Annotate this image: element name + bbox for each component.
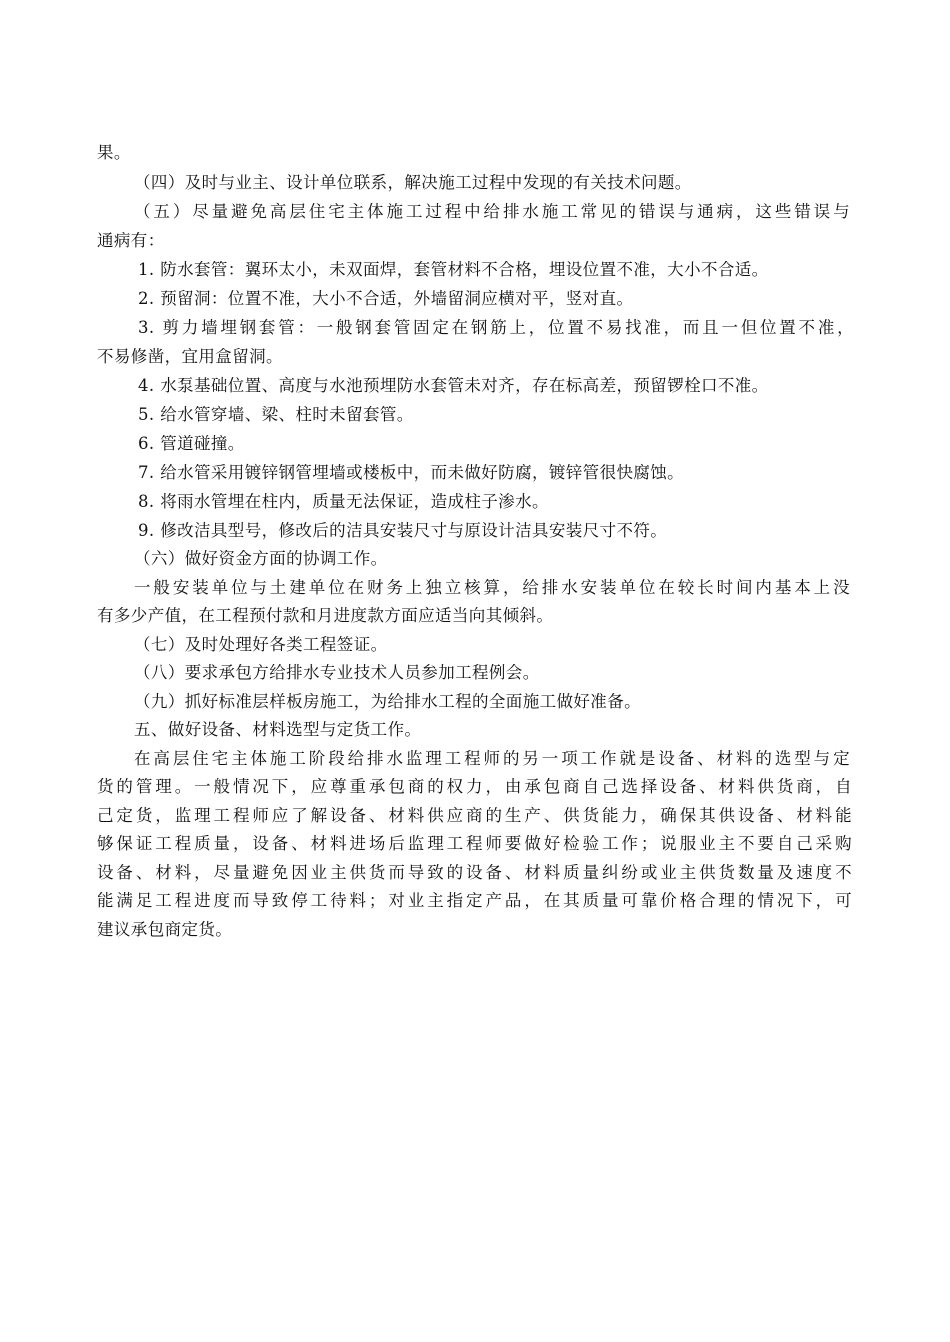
text-line: 设备、材料，尽量避免因业主供货而导致的设备、材料质量纠纷或业主供货数量及速度不 [97,863,852,882]
text-line: （八）要求承包方给排水专业技术人员参加工程例会。 [134,663,540,682]
text-line: 货的管理。一般情况下，应尊重承包商的权力，由承包商自己选择设备、材料供货商，自 [97,777,852,796]
list-item: 2. 预留洞：位置不准，大小不合适，外墙留洞应横对平，竖对直。 [138,289,634,308]
section-heading: 五、做好设备、材料选型与定货工作。 [134,720,422,739]
text-line: （五）尽量避免高层住宅主体施工过程中给排水施工常见的错误与通病，这些错误与 [134,202,850,221]
text-line: 通病有： [97,231,165,250]
text-line: 够保证工程质量，设备、材料进场后监理工程师要做好检验工作；说服业主不要自己采购 [97,834,852,853]
text-line: （六）做好资金方面的协调工作。 [134,549,388,568]
list-item: 3. 剪力墙埋钢套管：一般钢套管固定在钢筋上，位置不易找准，而且一但位置不准， [138,318,854,337]
list-item: 8. 将雨水管埋在柱内，质量无法保证，造成柱子渗水。 [138,492,549,511]
text-line: （七）及时处理好各类工程签证。 [134,635,388,654]
text-line: 己定货，监理工程师应了解设备、材料供应商的生产、供货能力，确保其供设备、材料能 [97,806,852,825]
list-item: 9. 修改洁具型号，修改后的洁具安装尺寸与原设计洁具安装尺寸不符。 [138,521,668,540]
text-line: 建议承包商定货。 [97,920,233,939]
text-line: 有多少产值，在工程预付款和月进度款方面应适当向其倾斜。 [97,606,554,625]
text-line: 一般安装单位与土建单位在财务上独立核算，给排水安装单位在较长时间内基本上没 [134,578,850,597]
list-item: 4. 水泵基础位置、高度与水池预埋防水套管未对齐，存在标高差，预留锣栓口不准。 [138,376,769,395]
list-item: 5. 给水管穿墙、梁、柱时未留套管。 [138,405,414,424]
text-line: 果。 [97,143,131,162]
text-line: （九）抓好标准层样板房施工，为给排水工程的全面施工做好准备。 [134,692,641,711]
text-line: 能满足工程进度而导致停工待料；对业主指定产品，在其质量可靠价格合理的情况下，可 [97,891,852,910]
list-item: 1. 防水套管：翼环太小，未双面焊，套管材料不合格，埋设位置不准，大小不合适。 [138,260,769,279]
list-item: 7. 给水管采用镀锌钢管埋墙或楼板中，而未做好防腐，镀锌管很快腐蚀。 [138,463,685,482]
text-line: 不易修凿，宜用盒留洞。 [97,347,283,366]
text-line: 在高层住宅主体施工阶段给排水监理工程师的另一项工作就是设备、材料的选型与定 [134,749,850,768]
list-item: 6. 管道碰撞。 [138,434,245,453]
text-line: （四）及时与业主、设计单位联系，解决施工过程中发现的有关技术问题。 [134,173,692,192]
